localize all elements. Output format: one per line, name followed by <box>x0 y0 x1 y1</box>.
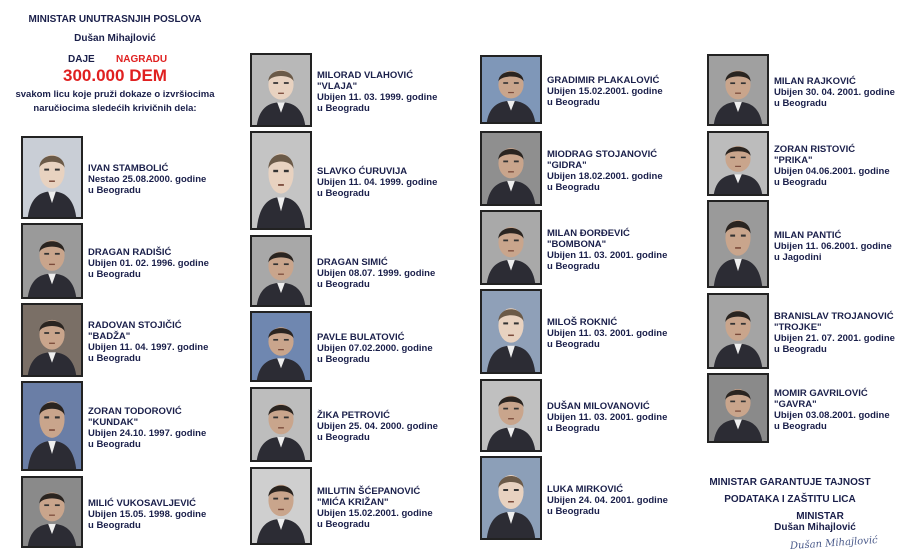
victim-info <box>547 317 667 350</box>
victim-status: Ubijen 15.05. 1998. godine <box>88 509 207 520</box>
victim-status: Ubijen 25. 04. 2000. godine <box>317 421 438 432</box>
victim-info <box>774 230 892 263</box>
portrait-photo <box>21 303 83 377</box>
victim-place: u Beogradu <box>774 98 827 109</box>
minister-name: Dušan Mihajlović <box>74 33 156 44</box>
victim-name: MILORAD VLAHOVIĆ <box>317 70 414 81</box>
victim-info <box>547 75 663 108</box>
victim-nickname: "BOMBONA" <box>547 239 607 250</box>
victim-name: MILOŠ ROKNIĆ <box>547 317 618 328</box>
victim-name: MOMIR GAVRILOVIĆ <box>774 388 868 399</box>
victim-status: Ubijen 11. 04. 1999. godine <box>317 177 438 188</box>
victim-name: MILAN ĐORĐEVIĆ <box>547 228 630 239</box>
victim-info <box>88 498 206 531</box>
portrait-photo <box>21 223 83 299</box>
victim-place: u Beogradu <box>88 269 141 280</box>
victim-info <box>774 144 890 188</box>
victim-place: u Beogradu <box>547 506 600 517</box>
victim-info <box>317 70 437 114</box>
victim-name: DRAGAN SIMIĆ <box>317 257 388 268</box>
victim-name: MILAN RAJKOVIĆ <box>774 76 856 87</box>
victim-nickname: "MIĆA KRIŽAN" <box>317 497 389 508</box>
victim-nickname: "KUNDAK" <box>88 417 139 428</box>
victim-status: Ubijen 30. 04. 2001. godine <box>774 87 895 98</box>
victim-name: MILUTIN ŠĆEPANOVIĆ <box>317 486 421 497</box>
victim-status: Ubijen 01. 02. 1996. godine <box>88 258 209 269</box>
victim-name: RADOVAN STOJIČIĆ <box>88 320 182 331</box>
victim-nickname: "VLAJA" <box>317 81 358 92</box>
victim-info <box>547 401 667 434</box>
victim-name: MIODRAG STOJANOVIĆ <box>547 149 658 160</box>
reward-label-daje: DAJE <box>68 54 95 65</box>
victim-place: u Beogradu <box>317 279 370 290</box>
victim-info <box>774 311 895 355</box>
guarantee-line-2: PODATAKA I ZAŠTITU LICA <box>724 494 856 505</box>
portrait-photo <box>480 210 542 285</box>
victim-status: Ubijen 04.06.2001. godine <box>774 166 890 177</box>
victim-name: DRAGAN RADIŠIĆ <box>88 247 172 258</box>
portrait-photo <box>21 476 83 548</box>
portrait-photo <box>250 387 312 462</box>
victim-status: Nestao 25.08.2000. godine <box>88 174 207 185</box>
minister-title: MINISTAR UNUTRASNJIH POSLOVA <box>28 14 202 25</box>
victim-name: MILIĆ VUKOSAVLJEVIĆ <box>88 498 197 509</box>
victim-place: u Beogradu <box>547 97 600 108</box>
victim-info <box>88 163 206 196</box>
victim-info <box>317 486 433 530</box>
victim-place: u Beogradu <box>317 519 370 530</box>
victim-name: ZORAN RISTOVIĆ <box>774 144 856 155</box>
victim-place: u Beogradu <box>317 354 370 365</box>
victim-info <box>774 76 895 109</box>
portrait-photo <box>21 381 83 471</box>
victim-nickname: "GIDRA" <box>547 160 587 171</box>
victim-status: Ubijen 18.02.2001. godine <box>547 171 663 182</box>
footer-minister-title: MINISTAR <box>796 511 844 522</box>
portrait-photo <box>21 136 83 219</box>
victim-name: GRADIMIR PLAKALOVIĆ <box>547 75 660 86</box>
victim-info <box>317 332 433 365</box>
victim-info <box>317 410 438 443</box>
guarantee-line-1: MINISTAR GARANTUJE TAJNOST <box>709 477 871 488</box>
reward-description-2: naručiocima sledećih krivičnih dela: <box>33 103 197 114</box>
victim-name: IVAN STAMBOLIĆ <box>88 163 169 174</box>
portrait-photo <box>250 467 312 545</box>
victim-status: Ubijen 11. 03. 1999. godine <box>317 92 438 103</box>
victim-place: u Beogradu <box>317 103 370 114</box>
victim-name: SLAVKO ĆURUVIJA <box>317 166 408 177</box>
victim-name: BRANISLAV TROJANOVIĆ <box>774 311 894 322</box>
reward-amount: 300.000 DEM <box>63 66 167 85</box>
portrait-photo <box>250 311 312 382</box>
victim-status: Ubijen 03.08.2001. godine <box>774 410 890 421</box>
victim-place: u Beogradu <box>547 339 600 350</box>
portrait-photo <box>250 131 312 230</box>
portrait-photo <box>707 200 769 288</box>
victim-status: Ubijen 11. 03. 2001. godine <box>547 412 668 423</box>
portrait-photo <box>480 379 542 452</box>
victim-name: LUKA MIRKOVIĆ <box>547 484 624 495</box>
victim-nickname: "GAVRA" <box>774 399 817 410</box>
victim-place: u Beogradu <box>317 188 370 199</box>
victim-name: ŽIKA PETROVIĆ <box>317 410 391 421</box>
portrait-photo <box>707 293 769 369</box>
victim-status: Ubijen 11. 03. 2001. godine <box>547 328 668 339</box>
victim-nickname: "BADŽA" <box>88 331 131 342</box>
victim-place: u Beogradu <box>88 439 141 450</box>
victim-place: u Beogradu <box>88 520 141 531</box>
victim-status: Ubijen 15.02.2001. godine <box>547 86 663 97</box>
victim-place: u Beogradu <box>547 261 600 272</box>
victim-place: u Beogradu <box>88 353 141 364</box>
victim-nickname: "PRIKA" <box>774 155 813 166</box>
victim-nickname: "TROJKE" <box>774 322 822 333</box>
portrait-photo <box>250 235 312 307</box>
victim-place: u Beogradu <box>547 182 600 193</box>
victim-place: u Beogradu <box>88 185 141 196</box>
victim-info <box>547 484 668 517</box>
minister-signature: Dušan Mihajlović <box>789 534 879 553</box>
victim-info <box>88 320 208 364</box>
victim-name: DUŠAN MILOVANOVIĆ <box>547 401 650 412</box>
victim-status: Ubijen 24.10. 1997. godine <box>88 428 207 439</box>
victim-name: ZORAN TODOROVIĆ <box>88 406 182 417</box>
victim-name: PAVLE BULATOVIĆ <box>317 332 405 343</box>
victim-info <box>317 166 437 199</box>
victim-place: u Beogradu <box>774 421 827 432</box>
victim-name: MILAN PANTIĆ <box>774 230 842 241</box>
portrait-photo <box>480 456 542 540</box>
victim-place: u Jagodini <box>774 252 822 263</box>
victim-status: Ubijen 21. 07. 2001. godine <box>774 333 895 344</box>
portrait-photo <box>250 53 312 127</box>
portrait-photo <box>707 54 769 126</box>
victim-status: Ubijen 08.07. 1999. godine <box>317 268 436 279</box>
footer-minister-name: Dušan Mihajlović <box>774 522 856 533</box>
portrait-photo <box>707 373 769 443</box>
victim-info <box>88 406 206 450</box>
portrait-photo <box>707 131 769 196</box>
portrait-photo <box>480 131 542 206</box>
victim-info <box>88 247 209 280</box>
victim-status: Ubijen 24. 04. 2001. godine <box>547 495 668 506</box>
portrait-photo <box>480 289 542 374</box>
reward-description-1: svakom licu koje pruži dokaze o izvršiocima <box>15 89 215 100</box>
victim-info <box>317 257 435 290</box>
victim-place: u Beogradu <box>774 344 827 355</box>
victim-status: Ubijen 11. 04. 1997. godine <box>88 342 209 353</box>
victim-status: Ubijen 11. 06.2001. godine <box>774 241 892 252</box>
victim-status: Ubijen 07.02.2000. godine <box>317 343 433 354</box>
reward-label-nagrada: NAGRADU <box>116 54 168 65</box>
victim-info <box>547 228 667 272</box>
victim-place: u Beogradu <box>774 177 827 188</box>
victim-info <box>774 388 890 432</box>
victim-place: u Beogradu <box>547 423 600 434</box>
victim-place: u Beogradu <box>317 432 370 443</box>
victim-status: Ubijen 11. 03. 2001. godine <box>547 250 668 261</box>
portrait-photo <box>480 55 542 124</box>
victim-status: Ubijen 15.02.2001. godine <box>317 508 433 519</box>
victim-info <box>547 149 663 193</box>
